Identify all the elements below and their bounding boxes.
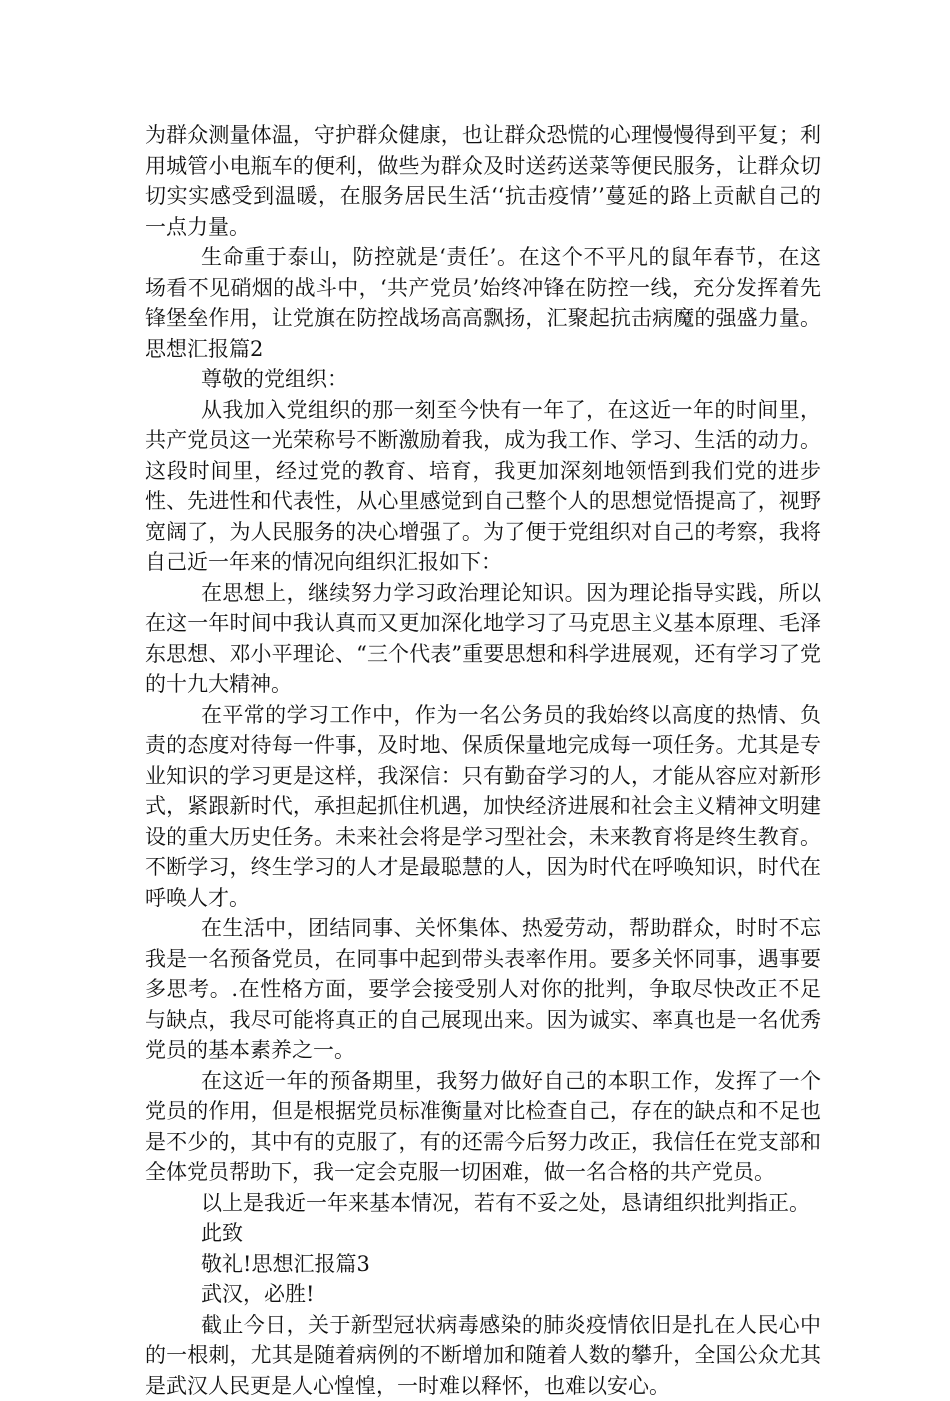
paragraph-13: 截止今日，关于新型冠状病毒感染的肺炎疫情依旧是扎在人民心中的一根刺，尤其是随着病例的不断增加和随着人数的攀升，全国公众尤其是武汉人民更是人心惶惶，一时难以释怀，也难以安心。 bbox=[145, 1310, 821, 1401]
paragraph-8: 在这近一年的预备期里，我努力做好自己的本职工作，发挥了一个党员的作用，但是根据党员标准衡量对比检查自己，存在的缺点和不足也是不少的，其中有的克服了，有的还需今后努力改正，我信任在党支部和全体党员帮助下，我一定会克服一切困难，做一名合格的共产党员。 bbox=[145, 1066, 821, 1188]
paragraph-6: 在平常的学习工作中，作为一名公务员的我始终以高度的热情、负责的态度对待每一件事，及时地、保质保量地完成每一项任务。尤其是专业知识的学习更是这样，我深信：只有勤奋学习的人，才能从容应对新形式，紧跟新时代，承担起抓住机遇，加快经济进展和社会主义精神文明建设的重大历史任务。未来社会将是学习型社会，未来教育将是终生教育。不断学习，终生学习的人才是最聪慧的人，因为时代在呼唤知识，时代在呼唤人才。 bbox=[145, 700, 821, 914]
document-page bbox=[145, 120, 821, 1401]
paragraph-7: 在生活中，团结同事、关怀集体、热爱劳动，帮助群众，时时不忘我是一名预备党员，在同事中起到带头表率作用。要多关怀同事，遇事要多思考。.在性格方面，要学会接受别人对你的批判，争取尽快改正不足与缺点，我尽可能将真正的自己展现出来。因为诚实、率真也是一名优秀党员的基本素养之一。 bbox=[145, 913, 821, 1066]
paragraph-5: 在思想上，继续努力学习政治理论知识。因为理论指导实践，所以在这一年时间中我认真而又更加深化地学习了马克思主义基本原理、毛泽东思想、邓小平理论、“三个代表”重要思想和科学进展观，还有学习了党的十九大精神。 bbox=[145, 578, 821, 700]
salutation: 尊敬的党组织： bbox=[145, 364, 821, 395]
slogan: 武汉，必胜! bbox=[145, 1279, 821, 1310]
paragraph-9: 以上是我近一年来基本情况，若有不妥之处，恳请组织批判指正。 bbox=[145, 1188, 821, 1219]
closing-line-1: 此致 bbox=[145, 1218, 821, 1249]
closing-line-2: 敬礼!思想汇报篇3 bbox=[145, 1249, 821, 1280]
paragraph-1: 为群众测量体温，守护群众健康，也让群众恐慌的心理慢慢得到平复；利用城管小电瓶车的便利，做些为群众及时送药送菜等便民服务，让群众切切实实感受到温暖，在服务居民生活‘‘抗击疫情’’蔓延的路上贡献自己的一点力量。 bbox=[145, 120, 821, 242]
paragraph-4: 从我加入党组织的那一刻至今快有一年了，在这近一年的时间里，共产党员这一光荣称号不断激励着我，成为我工作、学习、生活的动力。这段时间里，经过党的教育、培育，我更加深刻地领悟到我们党的进步性、先进性和代表性，从心里感觉到自己整个人的思想觉悟提高了，视野宽阔了，为人民服务的决心增强了。为了便于党组织对自己的考察，我将自己近一年来的情况向组织汇报如下： bbox=[145, 395, 821, 578]
paragraph-2: 生命重于泰山，防控就是‘责任’。在这个不平凡的鼠年春节，在这场看不见硝烟的战斗中，‘共产党员’始终冲锋在防控一线，充分发挥着先锋堡垒作用，让党旗在防控战场高高飘扬，汇聚起抗击病魔的强盛力量。思想汇报篇2 bbox=[145, 242, 821, 364]
